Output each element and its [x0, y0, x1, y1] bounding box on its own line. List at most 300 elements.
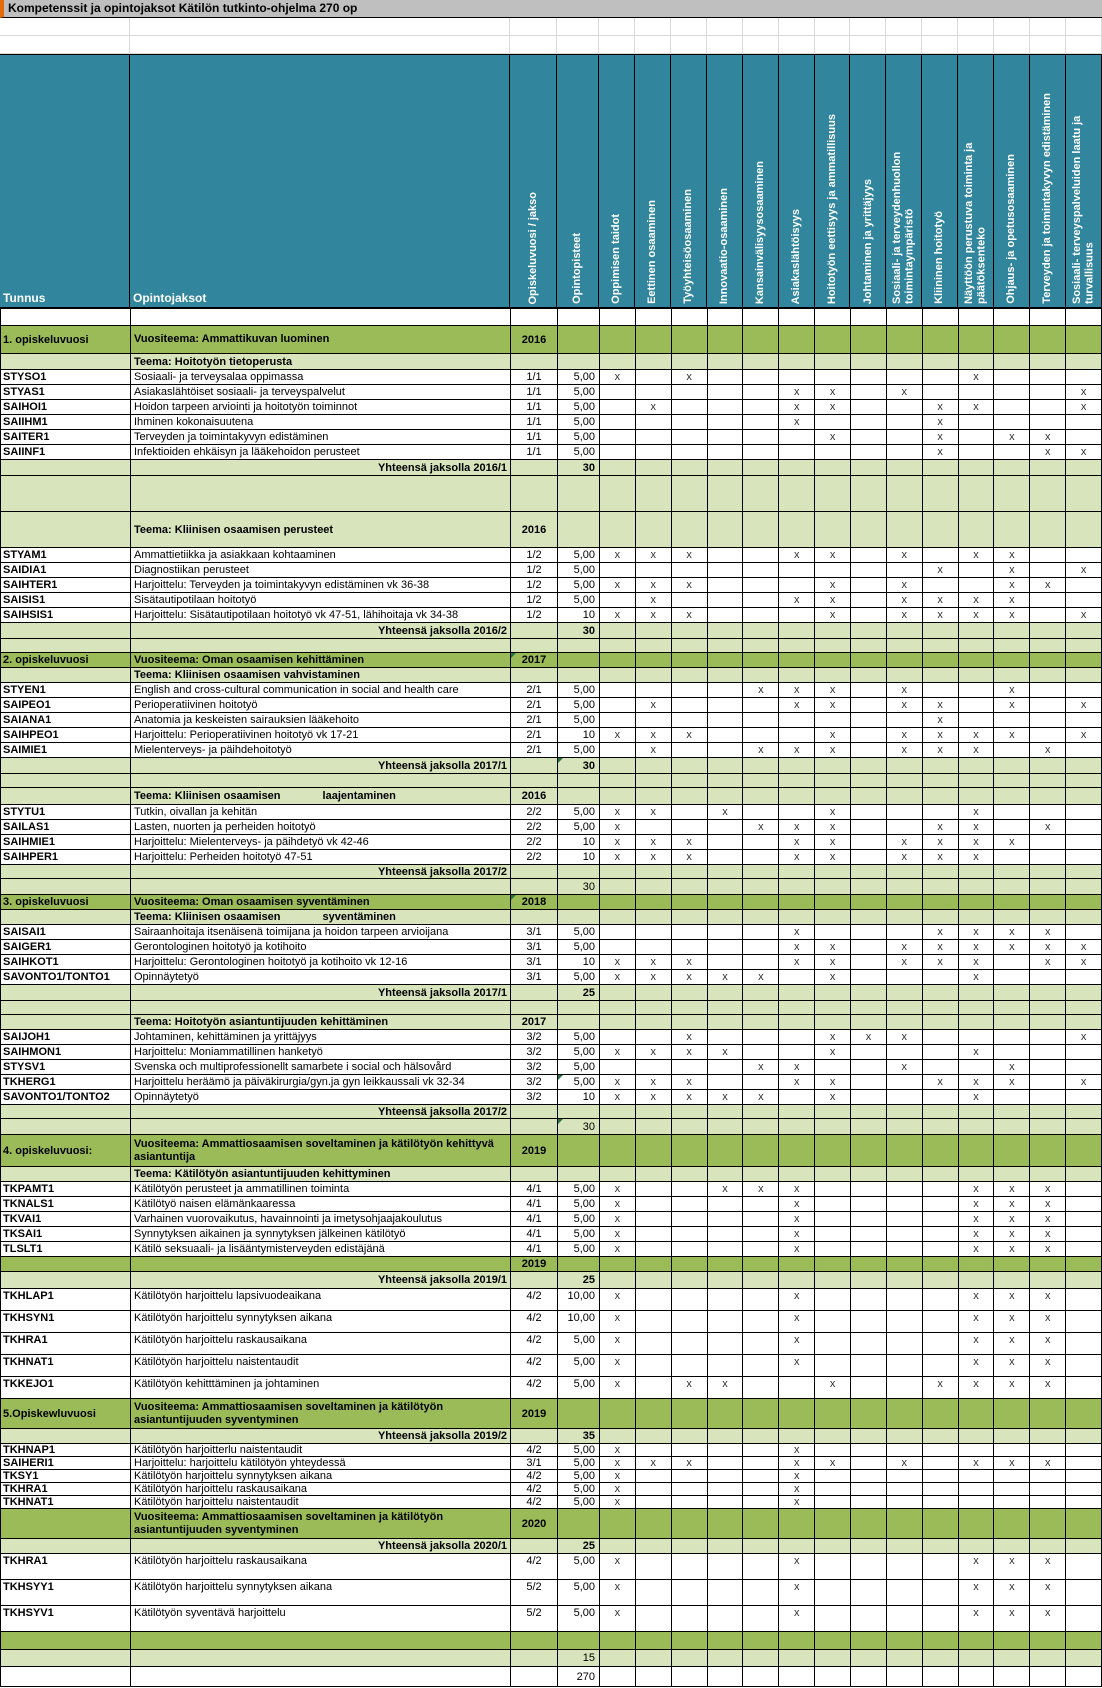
credits-cell[interactable]: 5,00 — [558, 1470, 600, 1482]
competence-mark-cell[interactable] — [1030, 1272, 1066, 1288]
competence-mark-cell[interactable] — [708, 512, 744, 547]
competence-mark-cell[interactable] — [1030, 895, 1066, 909]
competence-mark-cell[interactable] — [815, 1289, 851, 1310]
credits-cell[interactable] — [558, 354, 600, 369]
competence-mark-cell[interactable] — [600, 910, 636, 924]
competence-mark[interactable]: x — [636, 608, 672, 622]
course-name-cell[interactable]: Synnytyksen aikainen ja synnytyksen jälkeinen kätilötyö — [131, 1227, 511, 1241]
competence-mark-cell[interactable] — [851, 865, 887, 878]
course-code-cell[interactable]: SAIINF1 — [1, 445, 131, 459]
competence-mark-cell[interactable] — [708, 850, 744, 864]
competence-mark-cell[interactable] — [636, 1135, 672, 1166]
competence-mark[interactable]: x — [887, 940, 923, 954]
competence-mark-cell[interactable] — [672, 460, 708, 475]
competence-mark[interactable]: x — [994, 1212, 1030, 1226]
competence-mark-cell[interactable] — [851, 608, 887, 622]
competence-mark-cell[interactable] — [672, 1444, 708, 1456]
competence-mark-cell[interactable] — [959, 698, 995, 712]
competence-mark-cell[interactable] — [672, 758, 708, 773]
competence-mark-cell[interactable] — [851, 805, 887, 819]
year-period-cell[interactable]: 3/1 — [511, 940, 558, 954]
competence-mark-cell[interactable] — [887, 653, 923, 667]
competence-mark-cell[interactable] — [1066, 1242, 1102, 1256]
competence-mark-cell[interactable] — [851, 1212, 887, 1226]
course-name-cell[interactable]: Kätilö seksuaali- ja lisääntymisterveyden edistäjänä — [131, 1242, 511, 1256]
competence-mark-cell[interactable] — [815, 445, 851, 459]
competence-mark-cell[interactable] — [743, 1429, 779, 1443]
competence-mark-cell[interactable] — [672, 309, 708, 325]
competence-mark-cell[interactable] — [600, 653, 636, 667]
competence-mark-cell[interactable] — [708, 1197, 744, 1211]
competence-mark-cell[interactable] — [923, 1167, 959, 1181]
course-name-cell[interactable]: Anatomia ja keskeisten sairauksien lääkehoito — [131, 713, 511, 727]
competence-mark[interactable]: x — [600, 850, 636, 864]
course-code-cell[interactable] — [1, 1167, 131, 1181]
competence-mark-cell[interactable] — [815, 370, 851, 384]
competence-mark-cell[interactable] — [923, 309, 959, 325]
competence-mark-cell[interactable] — [743, 445, 779, 459]
competence-mark-cell[interactable] — [815, 623, 851, 638]
competence-mark-cell[interactable] — [815, 1227, 851, 1241]
course-code-cell[interactable] — [1, 1650, 131, 1666]
year-period-cell[interactable]: 3/2 — [511, 1045, 558, 1059]
competence-mark-cell[interactable] — [994, 476, 1030, 511]
competence-mark[interactable]: x — [887, 698, 923, 712]
course-code-cell[interactable] — [1, 1105, 131, 1118]
competence-mark-cell[interactable] — [1030, 354, 1066, 369]
competence-mark[interactable]: x — [959, 925, 995, 939]
competence-mark-cell[interactable] — [779, 865, 815, 878]
competence-mark-cell[interactable] — [1066, 1483, 1102, 1495]
credits-cell[interactable]: 5,00 — [558, 400, 600, 414]
competence-mark-cell[interactable] — [672, 820, 708, 834]
competence-mark-cell[interactable] — [923, 1650, 959, 1666]
competence-mark-cell[interactable] — [672, 865, 708, 878]
competence-mark-cell[interactable] — [743, 430, 779, 444]
year-period-cell[interactable] — [511, 985, 558, 1000]
credits-cell[interactable]: 5,00 — [558, 683, 600, 697]
competence-mark[interactable]: x — [815, 970, 851, 984]
competence-mark-cell[interactable] — [1066, 1355, 1102, 1376]
competence-mark-cell[interactable] — [743, 1377, 779, 1398]
competence-mark-cell[interactable] — [600, 1257, 636, 1271]
course-code-cell[interactable]: TKSAI1 — [1, 1227, 131, 1241]
competence-mark-cell[interactable] — [959, 1539, 995, 1553]
header-cell-opintojaksot[interactable] — [130, 55, 510, 307]
competence-mark-cell[interactable] — [994, 309, 1030, 325]
competence-mark-cell[interactable] — [994, 1001, 1030, 1014]
course-name-cell[interactable] — [131, 1001, 511, 1014]
competence-mark-cell[interactable] — [672, 326, 708, 353]
competence-mark[interactable]: x — [959, 1333, 995, 1354]
competence-mark-cell[interactable] — [923, 910, 959, 924]
competence-mark-cell[interactable] — [743, 1030, 779, 1044]
competence-mark-cell[interactable] — [923, 1119, 959, 1134]
competence-mark[interactable]: x — [959, 1606, 995, 1631]
competence-mark-cell[interactable] — [779, 578, 815, 592]
competence-mark-cell[interactable] — [994, 445, 1030, 459]
empty-cell[interactable] — [815, 36, 851, 53]
competence-mark-cell[interactable] — [959, 1470, 995, 1482]
competence-mark-cell[interactable] — [779, 563, 815, 577]
competence-mark[interactable]: x — [887, 593, 923, 607]
competence-mark-cell[interactable] — [1030, 476, 1066, 511]
competence-mark-cell[interactable] — [600, 1539, 636, 1553]
competence-mark-cell[interactable] — [743, 608, 779, 622]
competence-mark-cell[interactable] — [779, 354, 815, 369]
competence-mark-cell[interactable] — [1066, 668, 1102, 682]
competence-mark-cell[interactable] — [600, 1105, 636, 1118]
course-code-cell[interactable]: 4. opiskeluvuosi: — [1, 1135, 131, 1166]
credits-cell[interactable]: 5,00 — [558, 370, 600, 384]
competence-mark-cell[interactable] — [600, 713, 636, 727]
course-name-cell[interactable]: Kätilötyön harjoittelu raskausaikana — [131, 1333, 511, 1354]
course-code-cell[interactable] — [1, 1119, 131, 1134]
credits-cell[interactable] — [558, 774, 600, 787]
empty-cell[interactable] — [671, 18, 707, 35]
competence-mark-cell[interactable] — [1066, 460, 1102, 475]
competence-mark-cell[interactable] — [708, 985, 744, 1000]
competence-mark-cell[interactable] — [636, 370, 672, 384]
competence-mark-cell[interactable] — [636, 1212, 672, 1226]
course-name-cell[interactable]: Opinnäytetyö — [131, 1090, 511, 1104]
competence-mark-cell[interactable] — [887, 1311, 923, 1332]
competence-mark-cell[interactable] — [815, 1311, 851, 1332]
competence-mark-cell[interactable] — [708, 895, 744, 909]
competence-mark-cell[interactable] — [815, 910, 851, 924]
competence-mark-cell[interactable] — [636, 895, 672, 909]
competence-mark-cell[interactable] — [779, 1045, 815, 1059]
competence-mark-cell[interactable] — [1030, 593, 1066, 607]
competence-mark-cell[interactable] — [994, 639, 1030, 652]
course-code-cell[interactable]: SAIHSIS1 — [1, 608, 131, 622]
competence-mark-cell[interactable] — [887, 758, 923, 773]
course-name-cell[interactable]: Sosiaali- ja terveysalaa oppimassa — [131, 370, 511, 384]
competence-mark-cell[interactable] — [1030, 309, 1066, 325]
competence-mark-cell[interactable] — [743, 578, 779, 592]
competence-mark-cell[interactable] — [1030, 460, 1066, 475]
competence-mark-cell[interactable] — [1066, 758, 1102, 773]
competence-mark-cell[interactable] — [815, 1182, 851, 1196]
competence-mark-cell[interactable] — [1030, 1257, 1066, 1271]
competence-mark-cell[interactable] — [600, 460, 636, 475]
credits-cell[interactable] — [558, 1399, 600, 1428]
competence-mark-cell[interactable] — [672, 415, 708, 429]
course-name-cell[interactable]: Harjoittelu: Sisätautipotilaan hoitotyö vk 47-51, lähihoitaja vk 34-38 — [131, 608, 511, 622]
competence-mark[interactable]: x — [636, 1090, 672, 1104]
course-name-cell[interactable]: Teema: Hoitotyön asiantuntijuuden kehittäminen — [131, 1015, 511, 1029]
competence-mark-cell[interactable] — [779, 758, 815, 773]
competence-mark-cell[interactable] — [743, 955, 779, 969]
competence-mark-cell[interactable] — [600, 1429, 636, 1443]
competence-mark-cell[interactable] — [851, 1060, 887, 1074]
competence-mark-cell[interactable] — [672, 1060, 708, 1074]
competence-mark-cell[interactable] — [994, 1470, 1030, 1482]
competence-mark-cell[interactable] — [851, 1197, 887, 1211]
course-code-cell[interactable]: TKHERG1 — [1, 1075, 131, 1089]
competence-mark[interactable]: x — [959, 400, 995, 414]
competence-mark-cell[interactable] — [1066, 895, 1102, 909]
competence-mark[interactable]: x — [708, 1045, 744, 1059]
empty-cell[interactable] — [1066, 18, 1102, 35]
competence-mark[interactable]: x — [994, 1580, 1030, 1605]
competence-mark[interactable]: x — [743, 743, 779, 757]
competence-mark[interactable]: x — [923, 850, 959, 864]
competence-mark-cell[interactable] — [1066, 743, 1102, 757]
competence-mark-cell[interactable] — [672, 895, 708, 909]
competence-mark[interactable]: x — [994, 593, 1030, 607]
competence-mark-cell[interactable] — [959, 653, 995, 667]
competence-mark[interactable]: x — [815, 385, 851, 399]
competence-mark-cell[interactable] — [923, 1311, 959, 1332]
competence-mark-cell[interactable] — [636, 476, 672, 511]
competence-mark[interactable]: x — [959, 805, 995, 819]
competence-mark-cell[interactable] — [959, 1060, 995, 1074]
course-code-cell[interactable] — [1, 1272, 131, 1288]
competence-mark-cell[interactable] — [779, 713, 815, 727]
competence-mark[interactable]: x — [959, 1311, 995, 1332]
competence-mark-cell[interactable] — [779, 1001, 815, 1014]
competence-mark-cell[interactable] — [1030, 653, 1066, 667]
competence-mark[interactable]: x — [600, 835, 636, 849]
competence-mark-cell[interactable] — [1066, 476, 1102, 511]
competence-mark[interactable]: x — [923, 743, 959, 757]
course-code-cell[interactable] — [1, 1667, 131, 1686]
header-cell-tunnus[interactable] — [0, 55, 130, 307]
competence-mark-cell[interactable] — [1066, 415, 1102, 429]
competence-mark[interactable]: x — [1066, 1030, 1102, 1044]
credits-cell[interactable]: 5,00 — [558, 940, 600, 954]
competence-mark-cell[interactable] — [1066, 370, 1102, 384]
competence-mark-cell[interactable] — [708, 1060, 744, 1074]
empty-cell[interactable] — [922, 18, 958, 35]
empty-cell[interactable] — [994, 18, 1030, 35]
competence-mark-cell[interactable] — [672, 1289, 708, 1310]
competence-mark-cell[interactable] — [851, 1257, 887, 1271]
competence-mark-cell[interactable] — [851, 850, 887, 864]
competence-mark-cell[interactable] — [1030, 1667, 1066, 1686]
competence-mark-cell[interactable] — [779, 309, 815, 325]
competence-mark-cell[interactable] — [636, 309, 672, 325]
competence-mark-cell[interactable] — [1066, 1001, 1102, 1014]
competence-mark-cell[interactable] — [887, 970, 923, 984]
competence-mark-cell[interactable] — [1066, 970, 1102, 984]
course-code-cell[interactable] — [1, 512, 131, 547]
course-name-cell[interactable]: Harjoittelu: Moniammatillinen hanketyö — [131, 1045, 511, 1059]
competence-mark-cell[interactable] — [1030, 1045, 1066, 1059]
competence-mark[interactable]: x — [1030, 1242, 1066, 1256]
competence-mark-cell[interactable] — [851, 1580, 887, 1605]
credits-cell[interactable]: 5,00 — [558, 385, 600, 399]
competence-mark-cell[interactable] — [887, 820, 923, 834]
course-code-cell[interactable]: STYSV1 — [1, 1060, 131, 1074]
competence-mark-cell[interactable] — [959, 1650, 995, 1666]
competence-mark-cell[interactable] — [743, 1015, 779, 1029]
course-name-cell[interactable]: Ihminen kokonaisuutena — [131, 415, 511, 429]
competence-mark-cell[interactable] — [815, 1429, 851, 1443]
competence-mark-cell[interactable] — [1030, 1496, 1066, 1508]
competence-mark-cell[interactable] — [994, 415, 1030, 429]
competence-mark-cell[interactable] — [672, 1015, 708, 1029]
competence-mark-cell[interactable] — [851, 1105, 887, 1118]
competence-mark-cell[interactable] — [923, 1257, 959, 1271]
competence-mark[interactable]: x — [887, 1060, 923, 1074]
competence-mark[interactable]: x — [815, 805, 851, 819]
competence-mark[interactable]: x — [959, 835, 995, 849]
competence-mark-cell[interactable] — [923, 1030, 959, 1044]
course-name-cell[interactable]: Kätilötyön harjoittelu synnytyksen aikana — [131, 1470, 511, 1482]
competence-mark-cell[interactable] — [743, 698, 779, 712]
competence-mark-cell[interactable] — [743, 1167, 779, 1181]
competence-mark-cell[interactable] — [887, 400, 923, 414]
competence-mark[interactable]: x — [815, 940, 851, 954]
competence-mark[interactable]: x — [779, 1242, 815, 1256]
competence-mark-cell[interactable] — [815, 1060, 851, 1074]
competence-mark-cell[interactable] — [815, 476, 851, 511]
course-code-cell[interactable]: SAIHTER1 — [1, 578, 131, 592]
competence-mark-cell[interactable] — [887, 309, 923, 325]
competence-mark-cell[interactable] — [636, 713, 672, 727]
competence-mark-cell[interactable] — [600, 1030, 636, 1044]
competence-mark[interactable]: x — [600, 1075, 636, 1089]
competence-mark-cell[interactable] — [994, 895, 1030, 909]
competence-mark[interactable]: x — [994, 1457, 1030, 1469]
header-cell-value-0[interactable] — [510, 55, 557, 307]
competence-mark-cell[interactable] — [815, 1135, 851, 1166]
competence-mark-cell[interactable] — [672, 805, 708, 819]
course-name-cell[interactable]: Yhteensä jaksolla 2017/1 — [131, 985, 511, 1000]
competence-mark-cell[interactable] — [815, 460, 851, 475]
course-code-cell[interactable] — [1, 985, 131, 1000]
competence-mark[interactable]: x — [672, 608, 708, 622]
credits-cell[interactable] — [558, 1105, 600, 1118]
competence-mark[interactable]: x — [1030, 1580, 1066, 1605]
credits-cell[interactable]: 5,00 — [558, 970, 600, 984]
competence-mark[interactable]: x — [923, 925, 959, 939]
competence-mark-cell[interactable] — [923, 1509, 959, 1538]
competence-mark[interactable]: x — [708, 970, 744, 984]
credits-cell[interactable]: 30 — [558, 879, 600, 894]
competence-mark-cell[interactable] — [672, 400, 708, 414]
credits-cell[interactable] — [558, 1632, 600, 1649]
year-period-cell[interactable]: 3/2 — [511, 1090, 558, 1104]
competence-mark[interactable]: x — [994, 1227, 1030, 1241]
competence-mark[interactable]: x — [636, 593, 672, 607]
course-name-cell[interactable]: Teema: Kätilötyön asiantuntijuuden kehittyminen — [131, 1167, 511, 1181]
competence-mark-cell[interactable] — [672, 698, 708, 712]
competence-mark-cell[interactable] — [708, 653, 744, 667]
competence-mark-cell[interactable] — [672, 1119, 708, 1134]
course-name-cell[interactable]: Kätilötyön syventävä harjoittelu — [131, 1606, 511, 1631]
empty-cell[interactable] — [635, 18, 671, 35]
course-name-cell[interactable] — [131, 1632, 511, 1649]
year-period-cell[interactable] — [511, 476, 558, 511]
competence-mark-cell[interactable] — [887, 354, 923, 369]
competence-mark-cell[interactable] — [1066, 1444, 1102, 1456]
credits-cell[interactable] — [558, 1135, 600, 1166]
course-name-cell[interactable]: Tutkin, oivallan ja kehitän — [131, 805, 511, 819]
competence-mark[interactable]: x — [779, 1289, 815, 1310]
competence-mark-cell[interactable] — [1030, 563, 1066, 577]
competence-mark[interactable]: x — [779, 1554, 815, 1579]
competence-mark-cell[interactable] — [779, 476, 815, 511]
competence-mark-cell[interactable] — [600, 563, 636, 577]
credits-cell[interactable]: 10 — [558, 850, 600, 864]
competence-mark-cell[interactable] — [815, 1212, 851, 1226]
competence-mark-cell[interactable] — [959, 1667, 995, 1686]
competence-mark[interactable]: x — [887, 548, 923, 562]
competence-mark-cell[interactable] — [708, 1333, 744, 1354]
competence-mark-cell[interactable] — [743, 548, 779, 562]
empty-cell[interactable] — [994, 36, 1030, 53]
competence-mark-cell[interactable] — [1066, 593, 1102, 607]
competence-mark-cell[interactable] — [1066, 774, 1102, 787]
competence-mark[interactable]: x — [672, 1377, 708, 1398]
header-cell-competence-11[interactable] — [958, 55, 994, 307]
competence-mark-cell[interactable] — [1066, 653, 1102, 667]
competence-mark[interactable]: x — [994, 1182, 1030, 1196]
competence-mark[interactable]: x — [1030, 430, 1066, 444]
competence-mark-cell[interactable] — [851, 1355, 887, 1376]
competence-mark[interactable]: x — [779, 698, 815, 712]
competence-mark[interactable]: x — [959, 1197, 995, 1211]
competence-mark-cell[interactable] — [923, 1090, 959, 1104]
competence-mark-cell[interactable] — [887, 415, 923, 429]
competence-mark-cell[interactable] — [1066, 1650, 1102, 1666]
competence-mark-cell[interactable] — [851, 985, 887, 1000]
competence-mark-cell[interactable] — [887, 1667, 923, 1686]
year-period-cell[interactable]: 1/1 — [511, 385, 558, 399]
competence-mark-cell[interactable] — [923, 970, 959, 984]
competence-mark-cell[interactable] — [887, 1444, 923, 1456]
competence-mark[interactable]: x — [994, 925, 1030, 939]
year-period-cell[interactable]: 4/1 — [511, 1197, 558, 1211]
competence-mark-cell[interactable] — [1030, 698, 1066, 712]
competence-mark-cell[interactable] — [994, 850, 1030, 864]
competence-mark-cell[interactable] — [708, 758, 744, 773]
competence-mark-cell[interactable] — [636, 326, 672, 353]
competence-mark-cell[interactable] — [708, 593, 744, 607]
competence-mark-cell[interactable] — [1066, 1289, 1102, 1310]
competence-mark[interactable]: x — [923, 400, 959, 414]
competence-mark[interactable]: x — [1066, 563, 1102, 577]
competence-mark-cell[interactable] — [779, 623, 815, 638]
competence-mark-cell[interactable] — [1030, 850, 1066, 864]
competence-mark-cell[interactable] — [887, 1333, 923, 1354]
competence-mark-cell[interactable] — [636, 910, 672, 924]
competence-mark-cell[interactable] — [815, 1483, 851, 1495]
course-name-cell[interactable]: Yhteensä jaksolla 2017/2 — [131, 1105, 511, 1118]
course-code-cell[interactable] — [1, 668, 131, 682]
credits-cell[interactable] — [558, 476, 600, 511]
competence-mark[interactable]: x — [672, 835, 708, 849]
competence-mark-cell[interactable] — [708, 1105, 744, 1118]
credits-cell[interactable]: 5,00 — [558, 563, 600, 577]
competence-mark-cell[interactable] — [851, 385, 887, 399]
competence-mark-cell[interactable] — [672, 1483, 708, 1495]
competence-mark-cell[interactable] — [923, 1197, 959, 1211]
competence-mark-cell[interactable] — [887, 865, 923, 878]
competence-mark-cell[interactable] — [851, 925, 887, 939]
course-name-cell[interactable]: Kätilötyön harjoittelu raskausaikana — [131, 1554, 511, 1579]
competence-mark[interactable]: x — [600, 1606, 636, 1631]
competence-mark-cell[interactable] — [600, 668, 636, 682]
competence-mark-cell[interactable] — [636, 1606, 672, 1631]
course-code-cell[interactable]: SAVONTO1/TONTO2 — [1, 1090, 131, 1104]
competence-mark-cell[interactable] — [672, 476, 708, 511]
competence-mark[interactable]: x — [600, 820, 636, 834]
credits-cell[interactable]: 10 — [558, 835, 600, 849]
